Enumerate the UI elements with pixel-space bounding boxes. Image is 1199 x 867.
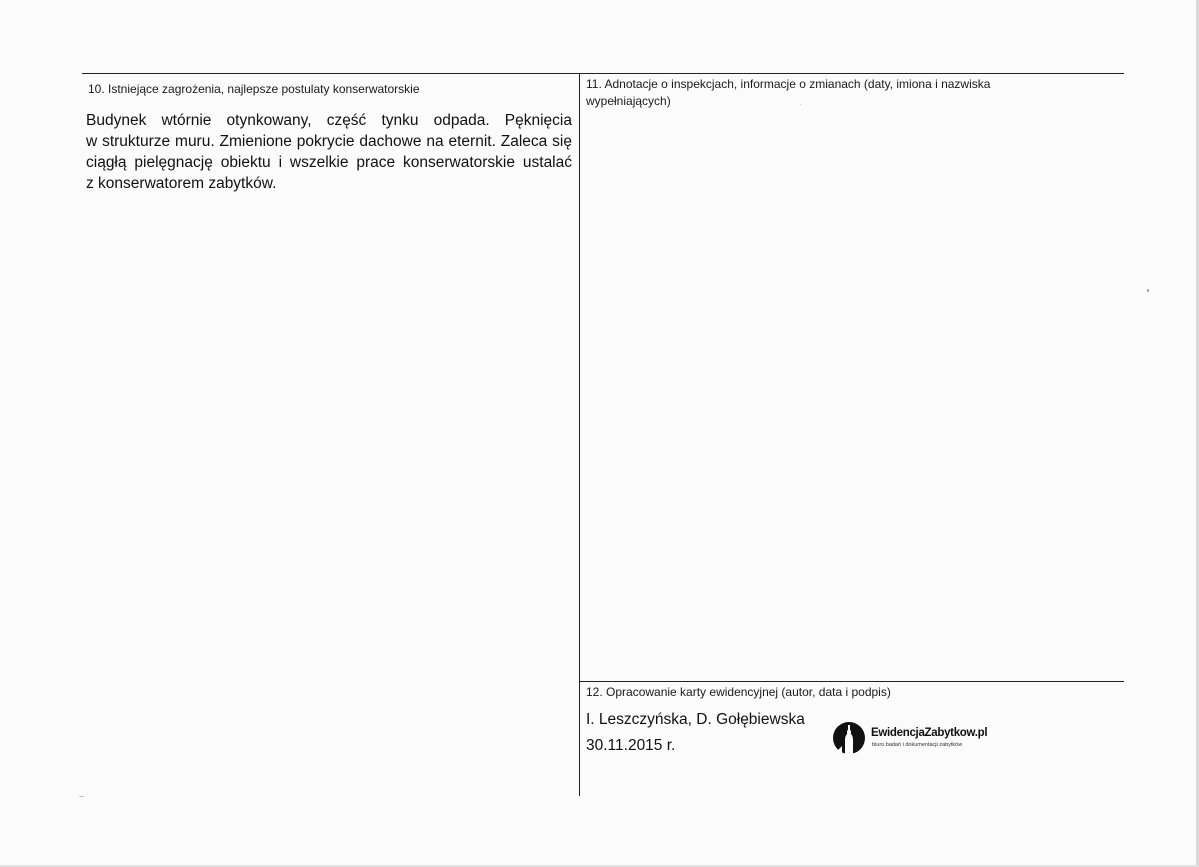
section-10-line: w strukturze muru. Zmienione pokrycie dachowe na eternit. Zaleca się: [86, 133, 572, 150]
scan-speck: [79, 796, 84, 797]
section-10-heading: 10. Istniejące zagrożenia, najlepsze postulaty konserwatorskie: [88, 82, 420, 96]
section-12-date: 30.11.2015 r.: [586, 737, 676, 754]
section-12-rule: [579, 681, 1124, 682]
logo-name: EwidencjaZabytkow.pl: [871, 727, 988, 739]
section-10-body: [86, 110, 572, 194]
section-10-line: Budynek wtórnie otynkowany, część tynku odpada. Pęknięcia: [86, 112, 572, 129]
scan-speck: [800, 104, 801, 105]
section-11-heading-line: 11. Adnotacje o inspekcjach, informacje o zmianach (daty, imiona i nazwiska: [586, 77, 991, 91]
section-11-heading-line: wypełniających): [586, 94, 671, 108]
logo-mark-icon: [832, 720, 866, 758]
section-12-heading: 12. Opracowanie karty ewidencyjnej (autor, data i podpis): [586, 685, 891, 699]
top-rule: [82, 73, 1124, 74]
section-12-authors: I. Leszczyńska, D. Gołębiewska: [586, 711, 805, 728]
scan-speck: [1147, 289, 1149, 292]
section-10-line: ciągłą pielęgnację obiektu i wszelkie prace konserwatorskie ustalać: [86, 154, 572, 171]
logo-tagline: biuro badań i dokumentacji zabytków: [872, 742, 963, 748]
section-10-line: z konserwatorem zabytków.: [86, 175, 277, 192]
section-11-heading: [586, 76, 1116, 110]
ewidencja-logo: [832, 720, 992, 760]
column-divider: [579, 73, 580, 796]
